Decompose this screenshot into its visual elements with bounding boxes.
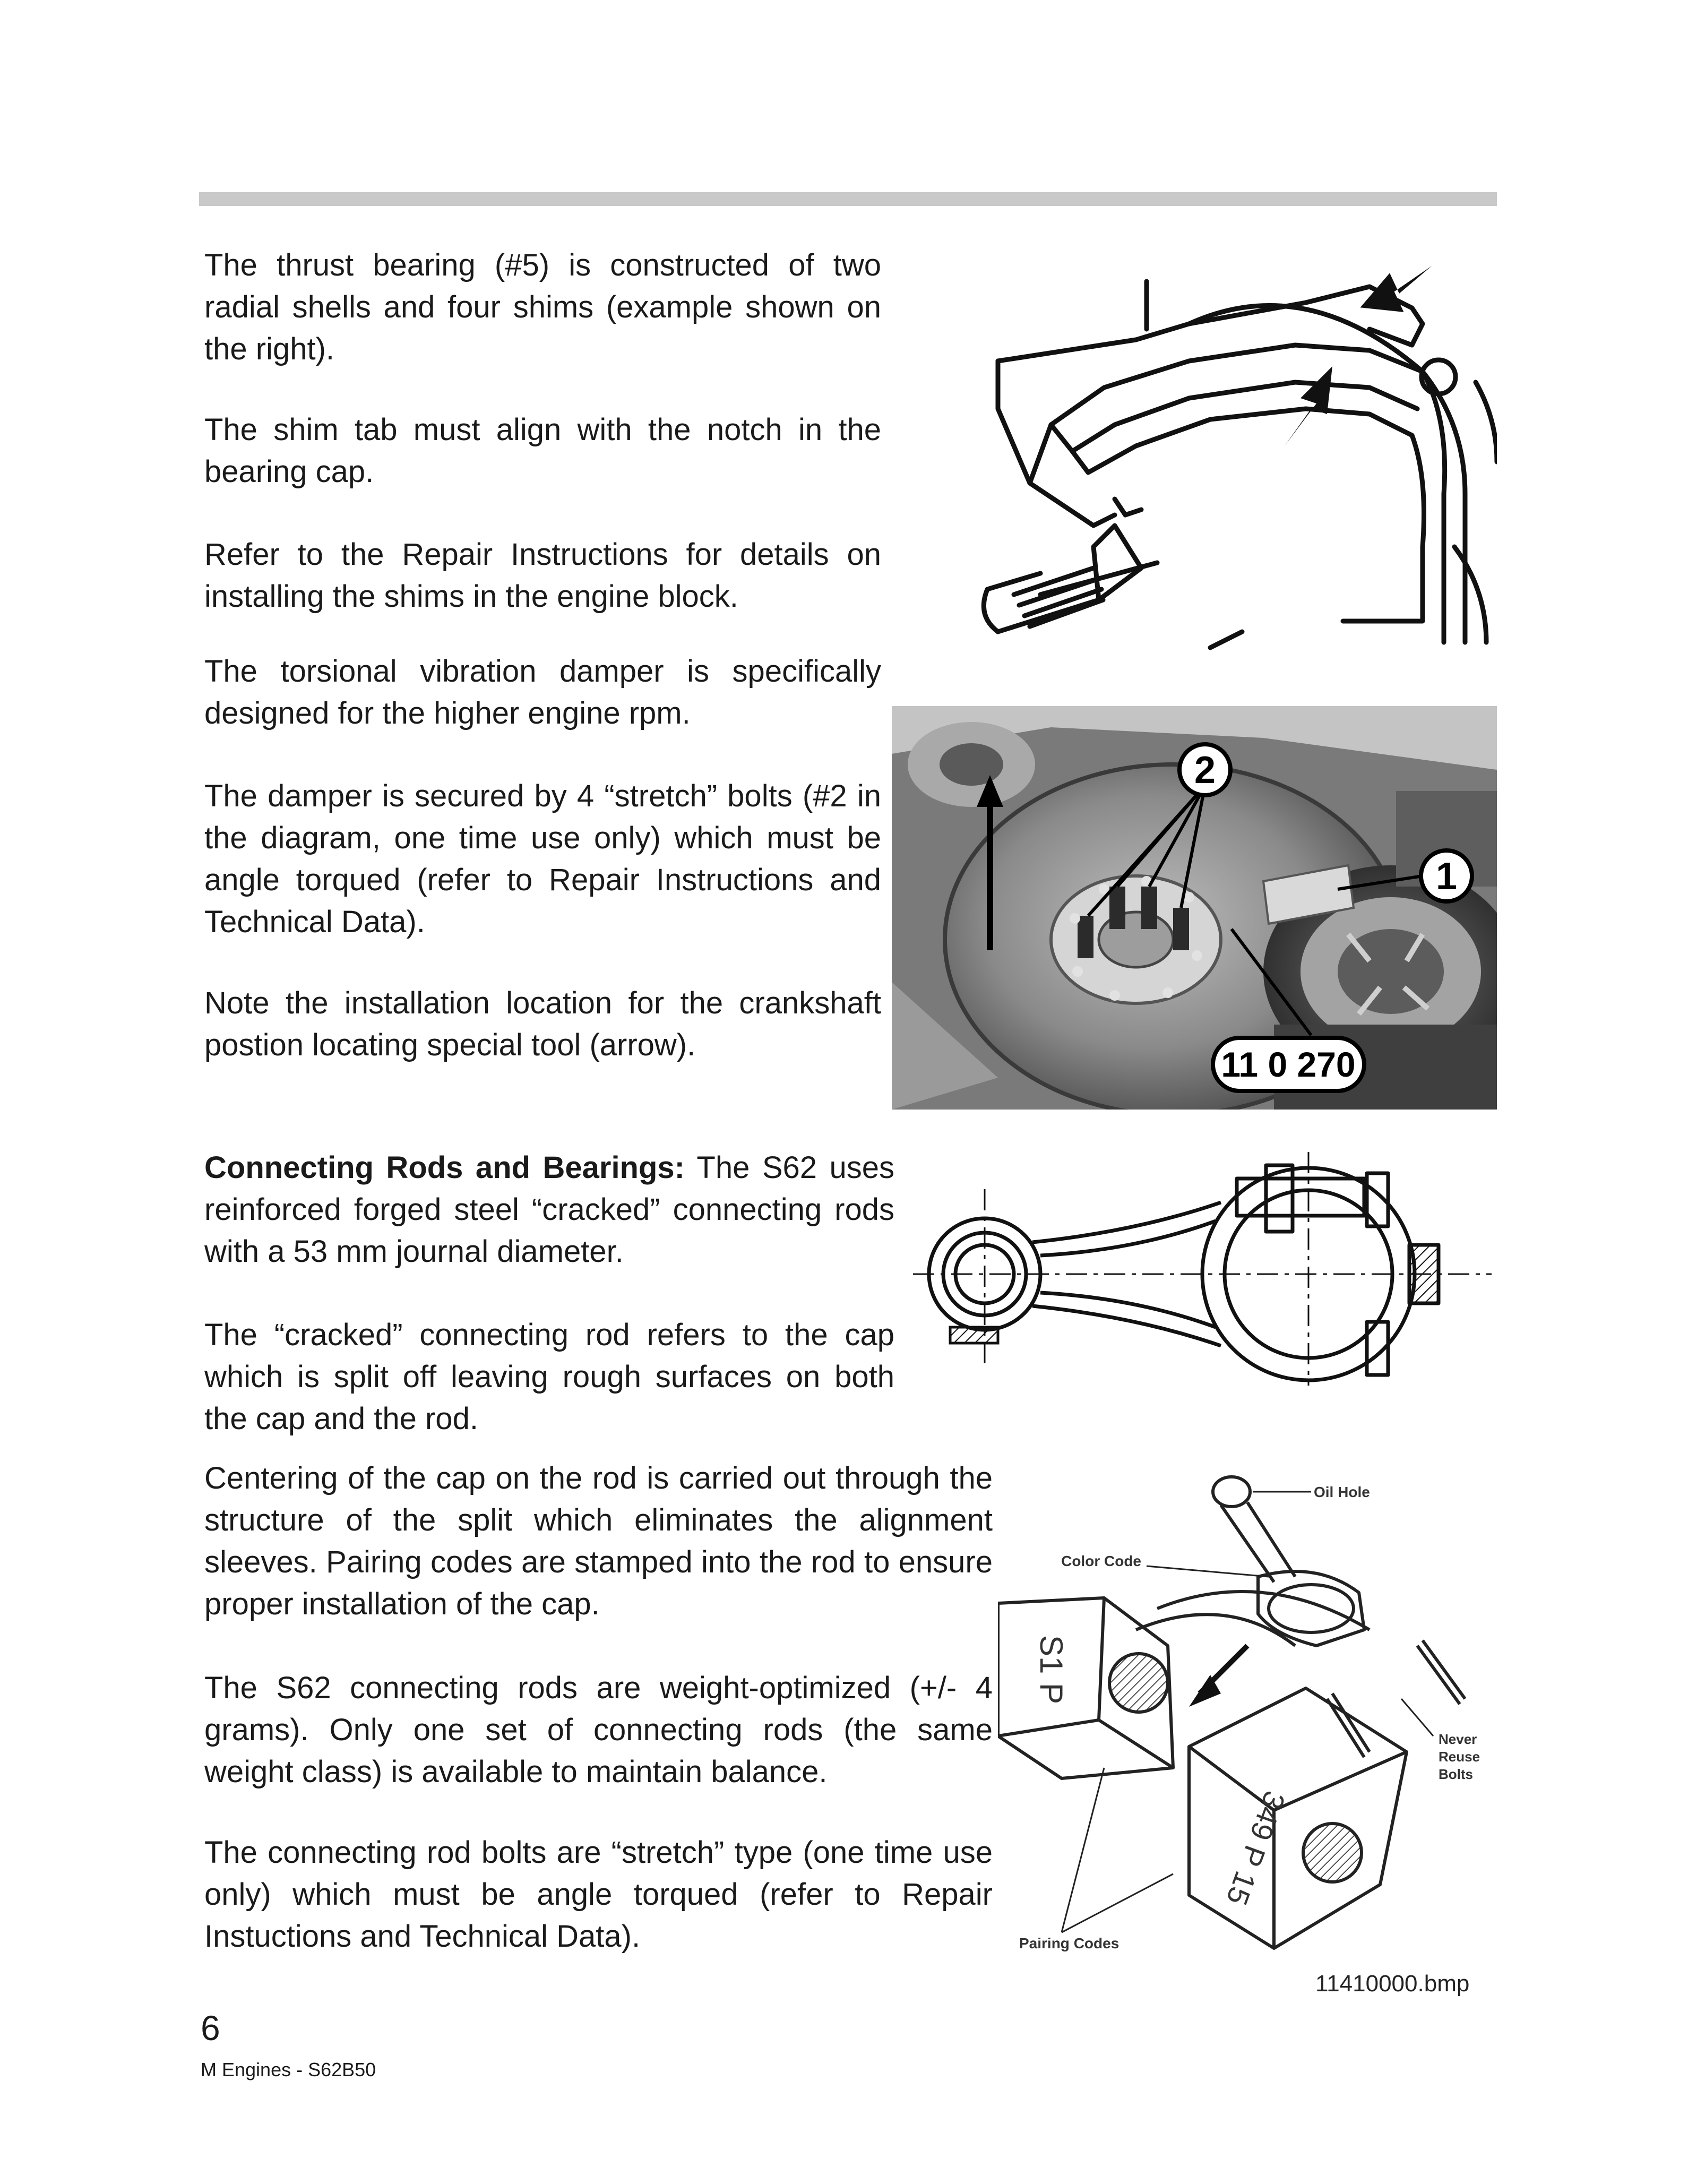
paragraph-damper-bolts: The damper is secured by 4 “stretch” bolts (#2 in the diagram, one time use only) which must be angle torqued (refer to Repair Instructions and Technical Data). [204, 779, 881, 939]
vibration-damper-photo [892, 706, 1497, 1110]
paragraph-rod-bolts: The connecting rod bolts are “stretch” type (one time use only) which must be angle torqued (refer to Repair Instuctions and Technical Data). [204, 1835, 993, 1954]
header-rule [199, 192, 1497, 206]
label-color-code: Color Code [1061, 1553, 1141, 1569]
label-pairing-codes: Pairing Codes [1019, 1935, 1119, 1951]
paragraph-tool-location: Note the installation location for the crankshaft postion locating special tool (arrow). [204, 986, 881, 1062]
damper-tool-code: 11 0 270 [1221, 1045, 1356, 1084]
section-heading-connecting-rods: Connecting Rods and Bearings: [204, 1150, 685, 1185]
paragraph-repair-instructions: Refer to the Repair Instructions for details on installing the shims in the engine block. [204, 537, 881, 614]
figure-caption: 11410000.bmp [1315, 1971, 1470, 1997]
stamp-right: 349 P 15 [1220, 1786, 1292, 1910]
connecting-rod-illustration [913, 1152, 1492, 1386]
paragraph-connecting-rods-body: The S62 uses reinforced forged steel “cracked” connecting rods with a 53 mm journal diameter. [204, 1150, 894, 1269]
paragraph-damper-design: The torsional vibration damper is specifically designed for the higher engine rpm. [204, 654, 881, 730]
rod-pairing-codes-illustration [998, 1471, 1497, 1964]
label-oil-hole: Oil Hole [1314, 1484, 1370, 1500]
damper-callout-2: 2 [1194, 749, 1216, 792]
paragraph-connecting-rods [204, 1147, 894, 1272]
thrust-bearing-illustration [892, 250, 1497, 653]
paragraph-thrust-bearing: The thrust bearing (#5) is constructed of two radial shells and four shims (example shown on the right). [204, 248, 881, 366]
paragraph-shim-tab: The shim tab must align with the notch in the bearing cap. [204, 412, 881, 489]
page-number: 6 [201, 2008, 220, 2048]
label-reuse: Reuse [1439, 1749, 1480, 1765]
stamp-left: S1 P [1034, 1635, 1069, 1705]
paragraph-cracked-rod: The “cracked” connecting rod refers to the cap which is split off leaving rough surfaces on both the cap and the rod. [204, 1318, 894, 1436]
label-bolts: Bolts [1439, 1766, 1473, 1782]
label-never: Never [1439, 1731, 1477, 1747]
paragraph-weight: The S62 connecting rods are weight-optimized (+/- 4 grams). Only one set of connecting rods (the same weight class) is available to maintain balance. [204, 1671, 993, 1789]
paragraph-centering: Centering of the cap on the rod is carried out through the structure of the split which eliminates the alignment sleeves. Pairing codes are stamped into the rod to ensure proper installation of the cap. [204, 1461, 993, 1621]
damper-callout-1: 1 [1435, 855, 1458, 898]
footer-document-title: M Engines - S62B50 [201, 2059, 376, 2080]
